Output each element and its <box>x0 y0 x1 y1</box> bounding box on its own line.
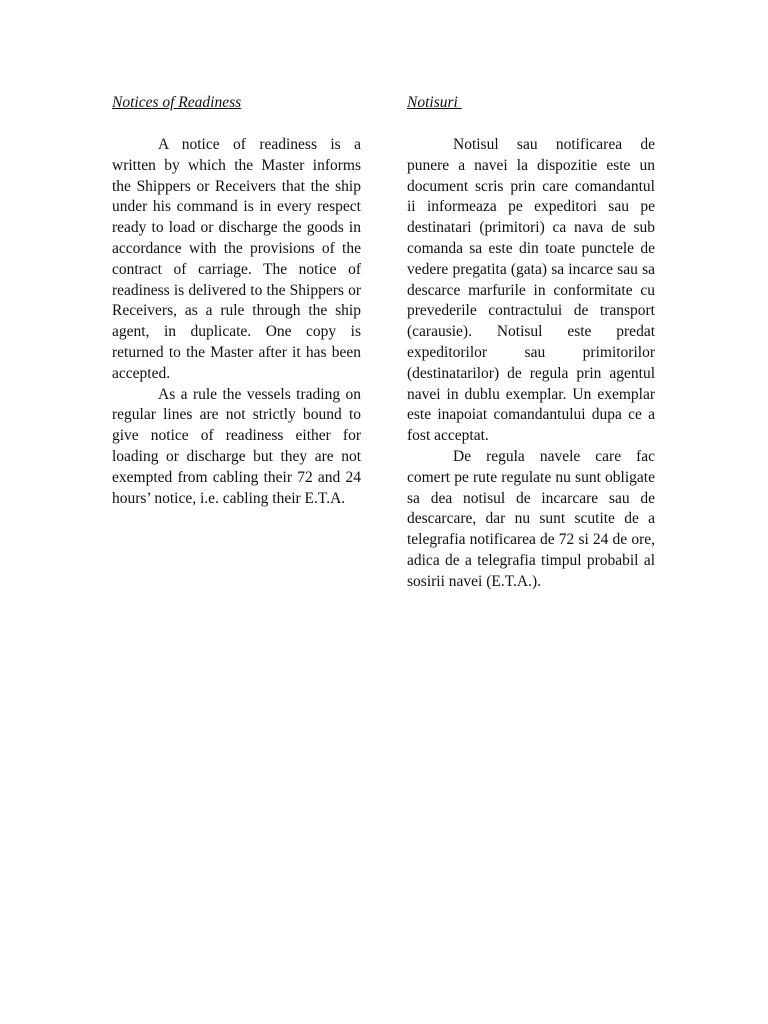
english-heading: Notices of Readiness <box>112 94 242 111</box>
romanian-paragraph-2: De regula navele care fac comert pe rute regulate nu sunt obligate sa dea notisul de incarcare sau de descarcare, dar nu sunt scutite de a telegrafia notificarea de 72 si 24 de ore, adica de a telegrafia timpul probabil al sosirii navei (E.T.A.). <box>407 447 655 590</box>
romanian-column <box>407 92 655 593</box>
english-column <box>112 92 361 509</box>
english-paragraph-2: As a rule the vessels trading on regular lines are not strictly bound to give notice of readiness either for loading or discharge but they are not exempted from cabling their 72 and 24 hours’ notice, i.e. cabling their E.T.A. <box>112 385 361 507</box>
romanian-heading: Notisuri <box>407 94 462 111</box>
english-paragraph-1: A notice of readiness is a written by which the Master informs the Shippers or Receivers that the ship under his command is in every respect ready to load or discharge the goods in accordance with the provisions of the contract of carriage. The notice of readiness is delivered to the Shippers or Receivers, as a rule through the ship agent, in duplicate. One copy is returned to the Master after it has been accepted. <box>112 136 361 382</box>
romanian-paragraph-1: Notisul sau notificarea de punere a navei la dispozitie este un document scris prin care comandantul ii informeaza pe expeditori sau pe destinatari (primitori) ca nava de sub comanda sa este din toate punctele de vedere pregatita (gata) sa incarce sau sa descarce marfurile in conformitate cu prevederile contractului de transport (carausie). Notisul este predat expeditorilor sau primitorilor (destinatarilor) de regula prin agentul navei in dublu exemplar. Un exemplar este inapoiat comandantului dupa ce a fost acceptat. <box>407 136 655 445</box>
